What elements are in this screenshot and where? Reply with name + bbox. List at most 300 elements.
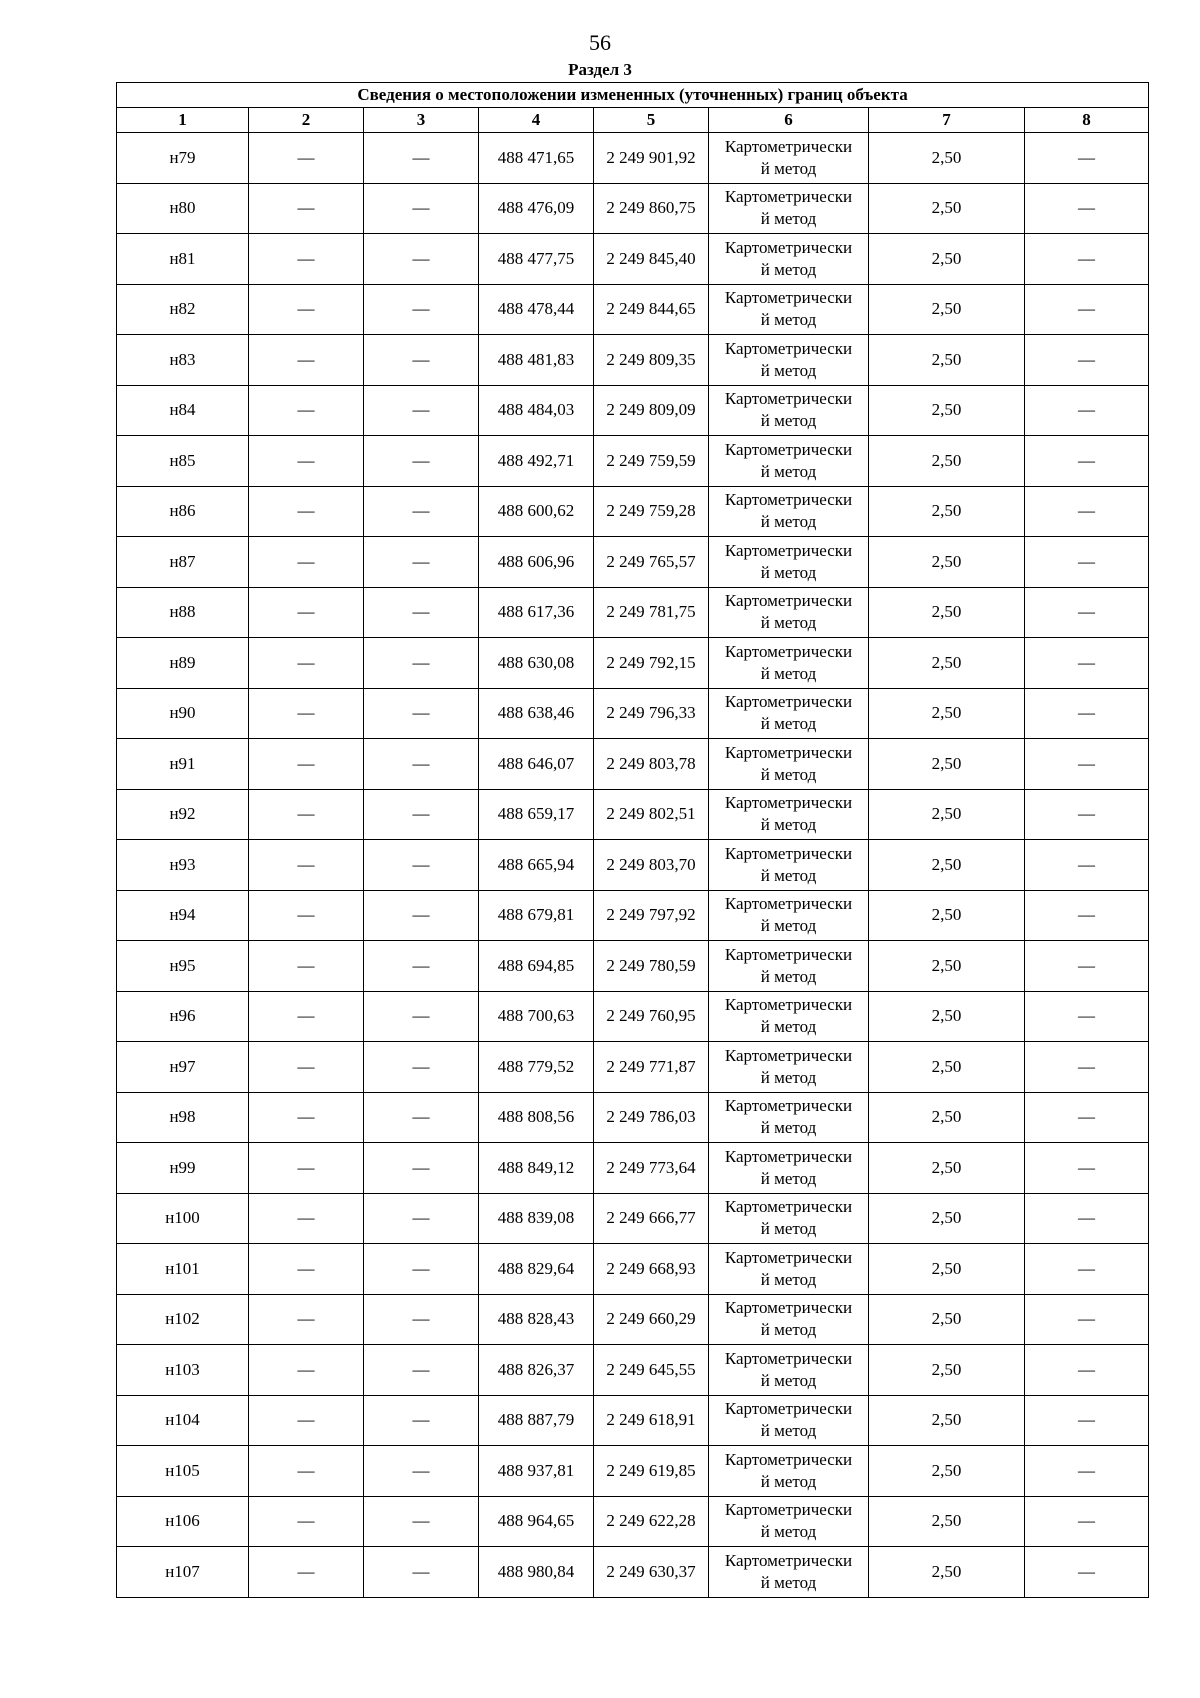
y-coordinate-cell: 2 249 760,95 — [594, 991, 709, 1042]
col8-cell: — — [1025, 1547, 1149, 1598]
accuracy-cell: 2,50 — [869, 688, 1025, 739]
method-line-2: й метод — [760, 714, 817, 734]
x-coordinate-cell: 488 839,08 — [479, 1193, 594, 1244]
method-cell — [709, 587, 869, 638]
y-coordinate-cell: 2 249 803,70 — [594, 840, 709, 891]
x-coordinate-cell: 488 665,94 — [479, 840, 594, 891]
x-coordinate-cell: 488 659,17 — [479, 789, 594, 840]
col8-cell: — — [1025, 1345, 1149, 1396]
col8-cell: — — [1025, 1193, 1149, 1244]
col2-cell: — — [249, 234, 364, 285]
col3-cell: — — [364, 385, 479, 436]
col8-cell: — — [1025, 385, 1149, 436]
x-coordinate-cell: 488 617,36 — [479, 587, 594, 638]
col8-cell: — — [1025, 587, 1149, 638]
y-coordinate-cell: 2 249 666,77 — [594, 1193, 709, 1244]
method-line-2: й метод — [760, 815, 817, 835]
col2-cell: — — [249, 385, 364, 436]
table-row — [117, 1092, 1149, 1143]
col2-cell: — — [249, 1294, 364, 1345]
table-row — [117, 638, 1149, 689]
table-row — [117, 1345, 1149, 1396]
y-coordinate-cell: 2 249 645,55 — [594, 1345, 709, 1396]
method-line-2: й метод — [760, 562, 817, 582]
y-coordinate-cell: 2 249 759,59 — [594, 436, 709, 487]
col2-cell: — — [249, 688, 364, 739]
method-cell — [709, 436, 869, 487]
point-name-cell: н96 — [117, 991, 249, 1042]
method-cell — [709, 789, 869, 840]
accuracy-cell: 2,50 — [869, 385, 1025, 436]
col2-cell: — — [249, 183, 364, 234]
y-coordinate-cell: 2 249 860,75 — [594, 183, 709, 234]
y-coordinate-cell: 2 249 780,59 — [594, 941, 709, 992]
point-name-cell: н80 — [117, 183, 249, 234]
col8-cell: — — [1025, 1446, 1149, 1497]
col3-cell: — — [364, 1042, 479, 1093]
point-name-cell: н94 — [117, 890, 249, 941]
method-cell — [709, 1547, 869, 1598]
table-row — [117, 1547, 1149, 1598]
method-line-2: й метод — [760, 1572, 817, 1592]
col2-cell: — — [249, 133, 364, 184]
method-line-1: Картометрически — [724, 490, 853, 510]
x-coordinate-cell: 488 826,37 — [479, 1345, 594, 1396]
col3-cell: — — [364, 789, 479, 840]
accuracy-cell: 2,50 — [869, 840, 1025, 891]
method-line-1: Картометрически — [724, 641, 853, 661]
point-name-cell: н79 — [117, 133, 249, 184]
boundary-points-table — [116, 82, 1149, 1598]
col3-cell: — — [364, 638, 479, 689]
col8-cell: — — [1025, 1092, 1149, 1143]
col8-cell: — — [1025, 1294, 1149, 1345]
table-row — [117, 335, 1149, 386]
method-line-2: й метод — [760, 209, 817, 229]
col3-cell: — — [364, 840, 479, 891]
method-cell — [709, 1294, 869, 1345]
accuracy-cell: 2,50 — [869, 1547, 1025, 1598]
method-cell — [709, 840, 869, 891]
accuracy-cell: 2,50 — [869, 638, 1025, 689]
accuracy-cell: 2,50 — [869, 991, 1025, 1042]
method-line-2: й метод — [760, 1471, 817, 1491]
method-line-1: Картометрически — [724, 995, 853, 1015]
accuracy-cell: 2,50 — [869, 1294, 1025, 1345]
x-coordinate-cell: 488 638,46 — [479, 688, 594, 739]
method-line-1: Картометрически — [724, 187, 853, 207]
accuracy-cell: 2,50 — [869, 587, 1025, 638]
x-coordinate-cell: 488 694,85 — [479, 941, 594, 992]
x-coordinate-cell: 488 484,03 — [479, 385, 594, 436]
table-row — [117, 890, 1149, 941]
method-cell — [709, 1345, 869, 1396]
point-name-cell: н106 — [117, 1496, 249, 1547]
method-line-1: Картометрически — [724, 1500, 853, 1520]
y-coordinate-cell: 2 249 797,92 — [594, 890, 709, 941]
col3-cell: — — [364, 587, 479, 638]
y-coordinate-cell: 2 249 792,15 — [594, 638, 709, 689]
accuracy-cell: 2,50 — [869, 1143, 1025, 1194]
point-name-cell: н81 — [117, 234, 249, 285]
col2-cell: — — [249, 1345, 364, 1396]
x-coordinate-cell: 488 481,83 — [479, 335, 594, 386]
method-cell — [709, 941, 869, 992]
accuracy-cell: 2,50 — [869, 234, 1025, 285]
method-line-2: й метод — [760, 461, 817, 481]
table-row — [117, 183, 1149, 234]
point-name-cell: н98 — [117, 1092, 249, 1143]
col2-cell: — — [249, 789, 364, 840]
point-name-cell: н86 — [117, 486, 249, 537]
y-coordinate-cell: 2 249 630,37 — [594, 1547, 709, 1598]
accuracy-cell: 2,50 — [869, 183, 1025, 234]
col3-cell: — — [364, 739, 479, 790]
y-coordinate-cell: 2 249 619,85 — [594, 1446, 709, 1497]
table-row — [117, 436, 1149, 487]
x-coordinate-cell: 488 606,96 — [479, 537, 594, 588]
x-coordinate-cell: 488 779,52 — [479, 1042, 594, 1093]
col8-cell: — — [1025, 789, 1149, 840]
x-coordinate-cell: 488 849,12 — [479, 1143, 594, 1194]
method-cell — [709, 284, 869, 335]
y-coordinate-cell: 2 249 803,78 — [594, 739, 709, 790]
x-coordinate-cell: 488 476,09 — [479, 183, 594, 234]
y-coordinate-cell: 2 249 786,03 — [594, 1092, 709, 1143]
method-line-2: й метод — [760, 916, 817, 936]
col8-cell: — — [1025, 133, 1149, 184]
col3-cell: — — [364, 1496, 479, 1547]
col2-cell: — — [249, 587, 364, 638]
table-row — [117, 1294, 1149, 1345]
method-line-2: й метод — [760, 1421, 817, 1441]
col8-cell: — — [1025, 1395, 1149, 1446]
method-line-2: й метод — [760, 1067, 817, 1087]
x-coordinate-cell: 488 471,65 — [479, 133, 594, 184]
x-coordinate-cell: 488 700,63 — [479, 991, 594, 1042]
col2-cell: — — [249, 1143, 364, 1194]
method-line-1: Картометрически — [724, 1298, 853, 1318]
method-cell — [709, 133, 869, 184]
col2-cell: — — [249, 1547, 364, 1598]
col8-cell: — — [1025, 941, 1149, 992]
method-line-2: й метод — [760, 310, 817, 330]
method-cell — [709, 183, 869, 234]
x-coordinate-cell: 488 477,75 — [479, 234, 594, 285]
col3-cell: — — [364, 1244, 479, 1295]
x-coordinate-cell: 488 829,64 — [479, 1244, 594, 1295]
x-coordinate-cell: 488 646,07 — [479, 739, 594, 790]
point-name-cell: н100 — [117, 1193, 249, 1244]
col3-cell: — — [364, 688, 479, 739]
accuracy-cell: 2,50 — [869, 739, 1025, 790]
accuracy-cell: 2,50 — [869, 1193, 1025, 1244]
method-line-1: Картометрически — [724, 338, 853, 358]
accuracy-cell: 2,50 — [869, 133, 1025, 184]
method-line-1: Картометрически — [724, 1146, 853, 1166]
col2-cell: — — [249, 486, 364, 537]
method-cell — [709, 1092, 869, 1143]
col2-cell: — — [249, 991, 364, 1042]
column-header-1: 1 — [117, 108, 249, 133]
col3-cell: — — [364, 941, 479, 992]
col3-cell: — — [364, 1143, 479, 1194]
col8-cell: — — [1025, 183, 1149, 234]
y-coordinate-cell: 2 249 618,91 — [594, 1395, 709, 1446]
point-name-cell: н99 — [117, 1143, 249, 1194]
column-header-8: 8 — [1025, 108, 1149, 133]
method-cell — [709, 1143, 869, 1194]
accuracy-cell: 2,50 — [869, 1244, 1025, 1295]
col8-cell: — — [1025, 1496, 1149, 1547]
method-line-2: й метод — [760, 1168, 817, 1188]
method-cell — [709, 486, 869, 537]
point-name-cell: н85 — [117, 436, 249, 487]
method-line-1: Картометрически — [724, 1197, 853, 1217]
col8-cell: — — [1025, 1042, 1149, 1093]
method-line-1: Картометрически — [724, 894, 853, 914]
col3-cell: — — [364, 1446, 479, 1497]
x-coordinate-cell: 488 828,43 — [479, 1294, 594, 1345]
point-name-cell: н97 — [117, 1042, 249, 1093]
point-name-cell: н90 — [117, 688, 249, 739]
method-line-1: Картометрически — [724, 1399, 853, 1419]
col3-cell: — — [364, 1395, 479, 1446]
col3-cell: — — [364, 1294, 479, 1345]
col3-cell: — — [364, 335, 479, 386]
table-row — [117, 1143, 1149, 1194]
y-coordinate-cell: 2 249 660,29 — [594, 1294, 709, 1345]
col8-cell: — — [1025, 638, 1149, 689]
method-cell — [709, 234, 869, 285]
method-line-2: й метод — [760, 1118, 817, 1138]
method-cell — [709, 335, 869, 386]
accuracy-cell: 2,50 — [869, 1446, 1025, 1497]
y-coordinate-cell: 2 249 771,87 — [594, 1042, 709, 1093]
accuracy-cell: 2,50 — [869, 1395, 1025, 1446]
accuracy-cell: 2,50 — [869, 537, 1025, 588]
col2-cell: — — [249, 1395, 364, 1446]
y-coordinate-cell: 2 249 809,35 — [594, 335, 709, 386]
method-cell — [709, 1395, 869, 1446]
y-coordinate-cell: 2 249 765,57 — [594, 537, 709, 588]
col3-cell: — — [364, 1092, 479, 1143]
point-name-cell: н83 — [117, 335, 249, 386]
point-name-cell: н105 — [117, 1446, 249, 1497]
table-row — [117, 385, 1149, 436]
table-row — [117, 1042, 1149, 1093]
method-line-2: й метод — [760, 663, 817, 683]
method-cell — [709, 890, 869, 941]
y-coordinate-cell: 2 249 773,64 — [594, 1143, 709, 1194]
col3-cell: — — [364, 537, 479, 588]
y-coordinate-cell: 2 249 809,09 — [594, 385, 709, 436]
column-header-6: 6 — [709, 108, 869, 133]
col2-cell: — — [249, 840, 364, 891]
y-coordinate-cell: 2 249 844,65 — [594, 284, 709, 335]
col2-cell: — — [249, 1193, 364, 1244]
table-row — [117, 133, 1149, 184]
column-header-2: 2 — [249, 108, 364, 133]
method-line-2: й метод — [760, 259, 817, 279]
x-coordinate-cell: 488 492,71 — [479, 436, 594, 487]
point-name-cell: н104 — [117, 1395, 249, 1446]
col8-cell: — — [1025, 284, 1149, 335]
method-line-2: й метод — [760, 1269, 817, 1289]
method-line-2: й метод — [760, 1017, 817, 1037]
method-cell — [709, 991, 869, 1042]
col8-cell: — — [1025, 840, 1149, 891]
method-line-2: й метод — [760, 613, 817, 633]
col2-cell: — — [249, 638, 364, 689]
col2-cell: — — [249, 537, 364, 588]
method-cell — [709, 1496, 869, 1547]
method-line-1: Картометрически — [724, 389, 853, 409]
col3-cell: — — [364, 284, 479, 335]
point-name-cell: н87 — [117, 537, 249, 588]
table-row — [117, 991, 1149, 1042]
method-line-1: Картометрически — [724, 944, 853, 964]
y-coordinate-cell: 2 249 781,75 — [594, 587, 709, 638]
accuracy-cell: 2,50 — [869, 1345, 1025, 1396]
method-cell — [709, 1193, 869, 1244]
table-row — [117, 1395, 1149, 1446]
col8-cell: — — [1025, 890, 1149, 941]
column-header-4: 4 — [479, 108, 594, 133]
method-line-2: й метод — [760, 865, 817, 885]
table-row — [117, 739, 1149, 790]
table-row — [117, 587, 1149, 638]
col3-cell: — — [364, 890, 479, 941]
col8-cell: — — [1025, 739, 1149, 790]
method-line-1: Картометрически — [724, 1449, 853, 1469]
method-line-1: Картометрически — [724, 540, 853, 560]
table-row — [117, 840, 1149, 891]
x-coordinate-cell: 488 964,65 — [479, 1496, 594, 1547]
col8-cell: — — [1025, 1244, 1149, 1295]
column-header-5: 5 — [594, 108, 709, 133]
col3-cell: — — [364, 436, 479, 487]
method-line-2: й метод — [760, 1522, 817, 1542]
method-line-2: й метод — [760, 360, 817, 380]
col2-cell: — — [249, 1496, 364, 1547]
col8-cell: — — [1025, 486, 1149, 537]
y-coordinate-cell: 2 249 802,51 — [594, 789, 709, 840]
accuracy-cell: 2,50 — [869, 486, 1025, 537]
method-line-2: й метод — [760, 1219, 817, 1239]
method-cell — [709, 385, 869, 436]
method-line-1: Картометрически — [724, 1247, 853, 1267]
accuracy-cell: 2,50 — [869, 335, 1025, 386]
method-line-2: й метод — [760, 158, 817, 178]
y-coordinate-cell: 2 249 796,33 — [594, 688, 709, 739]
accuracy-cell: 2,50 — [869, 1092, 1025, 1143]
table-body — [117, 133, 1149, 1598]
table-row — [117, 789, 1149, 840]
y-coordinate-cell: 2 249 845,40 — [594, 234, 709, 285]
method-line-1: Картометрически — [724, 692, 853, 712]
x-coordinate-cell: 488 679,81 — [479, 890, 594, 941]
point-name-cell: н102 — [117, 1294, 249, 1345]
method-cell — [709, 638, 869, 689]
col3-cell: — — [364, 486, 479, 537]
col2-cell: — — [249, 284, 364, 335]
y-coordinate-cell: 2 249 901,92 — [594, 133, 709, 184]
method-line-1: Картометрически — [724, 237, 853, 257]
method-line-1: Картометрически — [724, 1550, 853, 1570]
point-name-cell: н93 — [117, 840, 249, 891]
accuracy-cell: 2,50 — [869, 941, 1025, 992]
accuracy-cell: 2,50 — [869, 789, 1025, 840]
accuracy-cell: 2,50 — [869, 1496, 1025, 1547]
column-header-3: 3 — [364, 108, 479, 133]
point-name-cell: н107 — [117, 1547, 249, 1598]
point-name-cell: н84 — [117, 385, 249, 436]
table-caption: Сведения о местоположении измененных (уточненных) границ объекта — [117, 83, 1149, 108]
col8-cell: — — [1025, 234, 1149, 285]
accuracy-cell: 2,50 — [869, 890, 1025, 941]
col3-cell: — — [364, 183, 479, 234]
method-line-2: й метод — [760, 1320, 817, 1340]
x-coordinate-cell: 488 478,44 — [479, 284, 594, 335]
col8-cell: — — [1025, 991, 1149, 1042]
table-row — [117, 1496, 1149, 1547]
method-cell — [709, 1244, 869, 1295]
col8-cell: — — [1025, 688, 1149, 739]
method-line-2: й метод — [760, 512, 817, 532]
col3-cell: — — [364, 234, 479, 285]
method-cell — [709, 688, 869, 739]
point-name-cell: н95 — [117, 941, 249, 992]
method-cell — [709, 1042, 869, 1093]
col8-cell: — — [1025, 436, 1149, 487]
table-row — [117, 1193, 1149, 1244]
table-row — [117, 1446, 1149, 1497]
col2-cell: — — [249, 1042, 364, 1093]
x-coordinate-cell: 488 600,62 — [479, 486, 594, 537]
method-cell — [709, 739, 869, 790]
col3-cell: — — [364, 1193, 479, 1244]
page-number: 56 — [589, 30, 611, 55]
col3-cell: — — [364, 1345, 479, 1396]
table-row — [117, 537, 1149, 588]
method-line-1: Картометрически — [724, 742, 853, 762]
point-name-cell: н89 — [117, 638, 249, 689]
col2-cell: — — [249, 1092, 364, 1143]
method-line-1: Картометрически — [724, 793, 853, 813]
point-name-cell: н101 — [117, 1244, 249, 1295]
table-row — [117, 1244, 1149, 1295]
col2-cell: — — [249, 436, 364, 487]
method-line-1: Картометрически — [724, 439, 853, 459]
method-line-1: Картометрически — [724, 288, 853, 308]
method-line-1: Картометрически — [724, 1348, 853, 1368]
table-row — [117, 234, 1149, 285]
point-name-cell: н82 — [117, 284, 249, 335]
table-row — [117, 284, 1149, 335]
section-title: Раздел 3 — [568, 60, 632, 79]
method-line-2: й метод — [760, 411, 817, 431]
col2-cell: — — [249, 739, 364, 790]
table-row — [117, 688, 1149, 739]
col3-cell: — — [364, 133, 479, 184]
method-line-2: й метод — [760, 1370, 817, 1390]
col8-cell: — — [1025, 335, 1149, 386]
point-name-cell: н92 — [117, 789, 249, 840]
method-line-1: Картометрически — [724, 1045, 853, 1065]
col3-cell: — — [364, 991, 479, 1042]
accuracy-cell: 2,50 — [869, 1042, 1025, 1093]
